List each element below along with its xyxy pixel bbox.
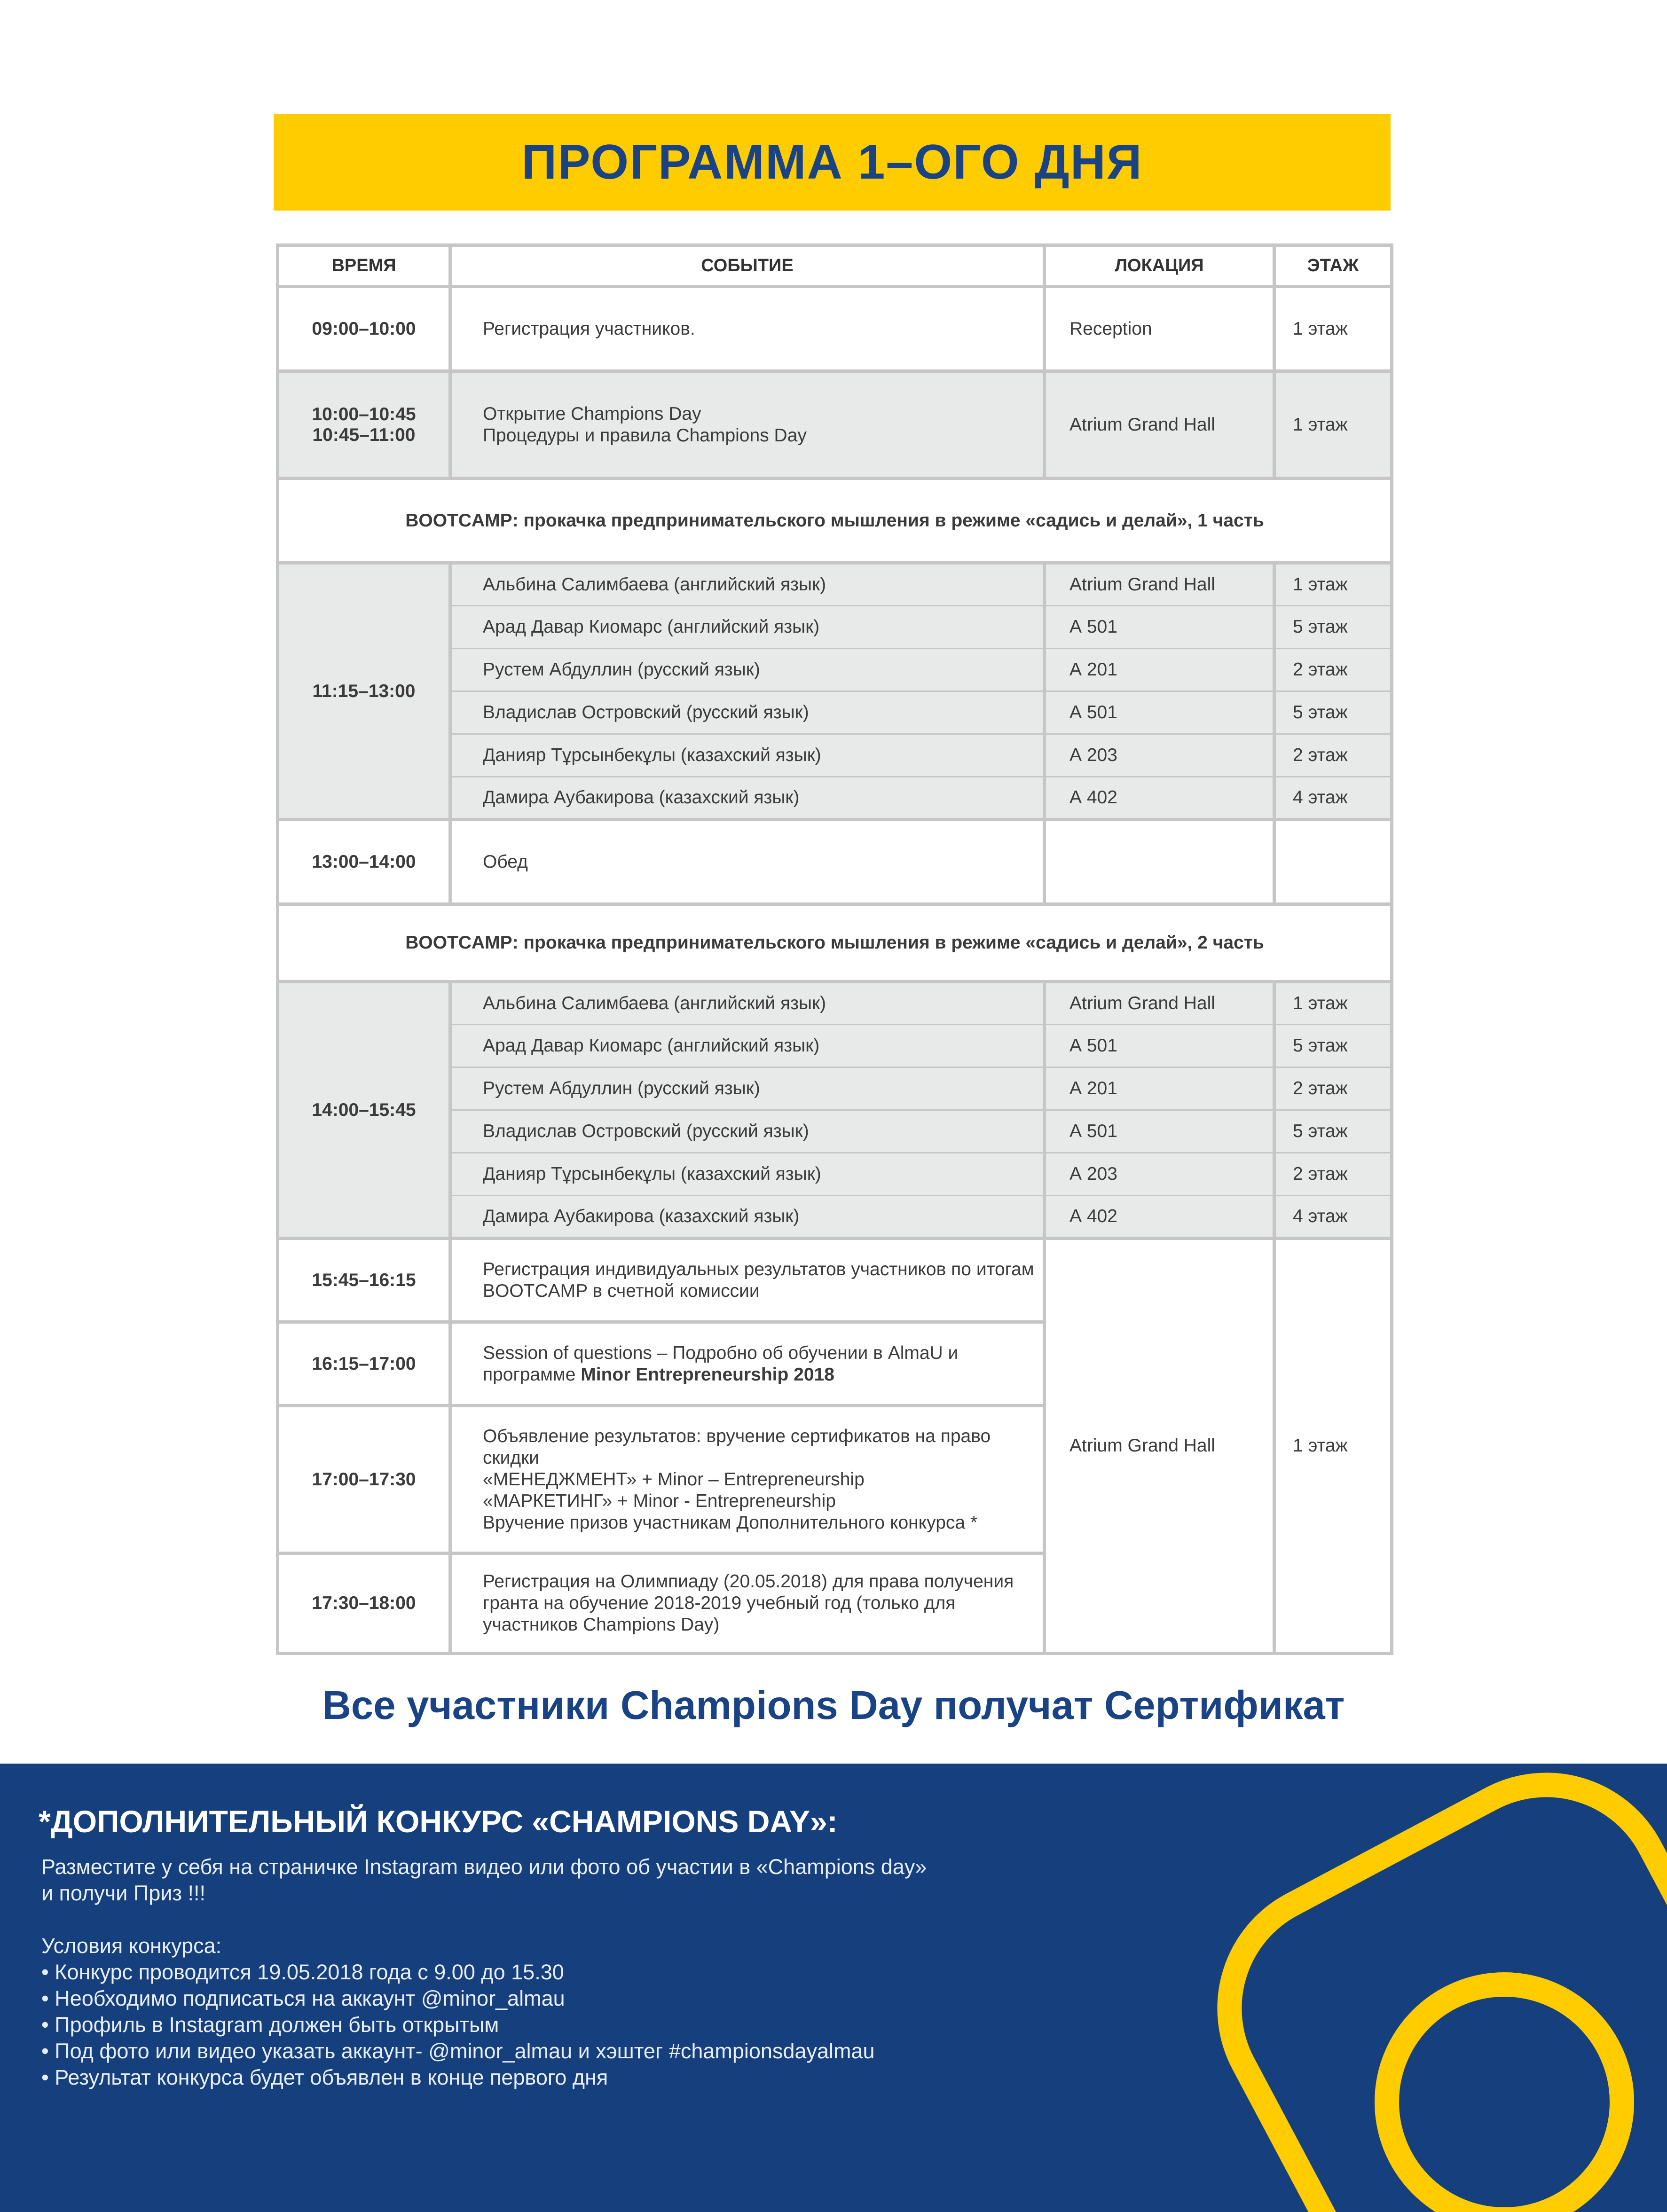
location-cell: А 201 (1045, 1067, 1274, 1110)
time-cell: 14:00–15:45 (278, 982, 450, 1239)
event-cell (450, 1406, 1045, 1553)
table-row (278, 820, 1392, 904)
location-cell: А 402 (1045, 777, 1274, 820)
table-row (278, 287, 1392, 371)
time-cell: 17:00–17:30 (278, 1406, 450, 1553)
event-text: Session of questions – Подробно об обучении в AlmaU и (483, 1342, 959, 1363)
bootcamp-row (278, 478, 1392, 563)
floor-cell: 5 этаж (1274, 1110, 1392, 1153)
table-row (278, 982, 1392, 1025)
floor-cell: 2 этаж (1274, 649, 1392, 691)
location-cell: А 402 (1045, 1196, 1274, 1239)
location-cell (1045, 820, 1274, 904)
event-cell (450, 1239, 1045, 1322)
location-cell: А 501 (1045, 691, 1274, 734)
floor-cell (1274, 820, 1392, 904)
event-cell: Арад Давар Киомарс (английский язык) (450, 1025, 1045, 1067)
table-row (278, 563, 1392, 606)
event-cell: Владислав Островский (русский язык) (450, 691, 1045, 734)
time-cell: 11:15–13:00 (278, 563, 450, 820)
location-cell: А 501 (1045, 606, 1274, 649)
event-text: «МАРКЕТИНГ» + Minor - Entrepreneurship (483, 1490, 836, 1511)
schedule-table (276, 243, 1393, 1655)
column-header-event: СОБЫТИЕ (450, 245, 1045, 287)
event-cell (450, 371, 1045, 478)
event-cell (450, 1322, 1045, 1406)
event-cell: Рустем Абдуллин (русский язык) (450, 649, 1045, 691)
location-cell: А 501 (1045, 1025, 1274, 1067)
floor-cell: 5 этаж (1274, 691, 1392, 734)
floor-cell: 1 этаж (1274, 1239, 1392, 1654)
location-cell: Atrium Grand Hall (1045, 563, 1274, 606)
event-cell: Дамира Аубакирова (казахский язык) (450, 777, 1045, 820)
event-cell: Рустем Абдуллин (русский язык) (450, 1067, 1045, 1110)
location-cell: Atrium Grand Hall (1045, 1239, 1274, 1654)
column-header-time: ВРЕМЯ (278, 245, 450, 287)
event-text (483, 1364, 1043, 1386)
floor-cell: 1 этаж (1274, 287, 1392, 371)
event-text: «МЕНЕДЖМЕНТ» + Minor – Entrepreneurship (483, 1469, 865, 1490)
event-text: Регистрация на Олимпиаду (20.05.2018) для права получения (483, 1571, 1014, 1592)
bootcamp-title: BOOTCAMP: прокачка предпринимательского мышления в режиме «садись и делай», 2 часть (278, 904, 1392, 982)
schedule-table-wrapper (276, 243, 1390, 1655)
event-cell: Владислав Островский (русский язык) (450, 1110, 1045, 1153)
location-cell: А 201 (1045, 649, 1274, 691)
program-header-band (274, 114, 1391, 211)
table-row (278, 1239, 1392, 1322)
event-text: Процедуры и правила Champions Day (483, 425, 807, 446)
floor-cell: 4 этаж (1274, 777, 1392, 820)
floor-cell: 1 этаж (1274, 982, 1392, 1025)
event-cell: Обед (450, 820, 1045, 904)
program-name: Minor Entrepreneurship 2018 (581, 1364, 834, 1385)
event-text: Регистрация индивидуальных результатов участников по итогам (483, 1259, 1034, 1279)
location-cell: Reception (1045, 287, 1274, 371)
event-text: гранта на обучение 2018-2019 учебный год (только для (483, 1593, 956, 1613)
contest-banner (0, 1764, 1667, 2212)
certificate-announcement: Все участники Champions Day получат Сертификат (322, 1683, 1345, 1728)
time-cell (278, 371, 450, 478)
event-text: участников Champions Day) (483, 1615, 720, 1635)
event-text: Открытие Champions Day (483, 403, 701, 424)
floor-cell: 1 этаж (1274, 371, 1392, 478)
floor-cell: 2 этаж (1274, 1067, 1392, 1110)
event-text: BOOTCAMP в счетной комиссии (483, 1280, 760, 1301)
table-row (278, 371, 1392, 478)
event-text: скидки (483, 1447, 539, 1468)
event-cell: Альбина Салимбаева (английский язык) (450, 563, 1045, 606)
event-text-prefix: программе (483, 1364, 581, 1385)
time-cell: 09:00–10:00 (278, 287, 450, 371)
event-cell: Альбина Салимбаева (английский язык) (450, 982, 1045, 1025)
instagram-camera-icon (1203, 1764, 1667, 2212)
location-cell: Atrium Grand Hall (1045, 982, 1274, 1025)
event-cell: Регистрация участников. (450, 287, 1045, 371)
column-header-floor: ЭТАЖ (1274, 245, 1392, 287)
floor-cell: 2 этаж (1274, 1153, 1392, 1196)
bootcamp-row (278, 904, 1392, 982)
contest-title: *ДОПОЛНИТЕЛЬНЫЙ КОНКУРС «CHAMPIONS DAY»: (39, 1804, 838, 1839)
bootcamp-title: BOOTCAMP: прокачка предпринимательского мышления в режиме «садись и делай», 1 часть (278, 478, 1392, 563)
program-title: ПРОГРАММА 1–ОГО ДНЯ (521, 135, 1143, 189)
contest-description: Разместите у себя на страничке Instagram видео или фото об участии в «Champions day» и получи Приз !!! Условия конкурса: • Конкурс проводится 19.05.2018 года с 9.00 до 15.30 • Необходимо подписаться на аккаунт @minor_almau • Профиль в Instagram должен быть открытым • Под фото или видео указать аккаунт- @minor_almau и хэштег #championsdayalmau • Результат конкурса будет объявлен в конце первого дня (41, 1855, 927, 2089)
event-text: Вручение призов участникам Дополнительного конкурса * (483, 1512, 978, 1533)
location-cell: А 203 (1045, 734, 1274, 777)
table-header-row (278, 245, 1392, 287)
time-cell: 16:15–17:00 (278, 1322, 450, 1406)
location-cell: А 501 (1045, 1110, 1274, 1153)
event-cell: Данияр Тұрсынбекұлы (казахский язык) (450, 1153, 1045, 1196)
time-cell: 15:45–16:15 (278, 1239, 450, 1322)
floor-cell: 5 этаж (1274, 606, 1392, 649)
event-cell: Арад Давар Киомарс (английский язык) (450, 606, 1045, 649)
event-cell (450, 1553, 1045, 1654)
location-cell: Atrium Grand Hall (1045, 371, 1274, 478)
time-text: 10:00–10:45 (312, 404, 416, 424)
floor-cell: 1 этаж (1274, 563, 1392, 606)
floor-cell: 5 этаж (1274, 1025, 1392, 1067)
event-cell: Дамира Аубакирова (казахский язык) (450, 1196, 1045, 1239)
floor-cell: 2 этаж (1274, 734, 1392, 777)
time-cell: 17:30–18:00 (278, 1553, 450, 1654)
column-header-location: ЛОКАЦИЯ (1045, 245, 1274, 287)
time-cell: 13:00–14:00 (278, 820, 450, 904)
time-text: 10:45–11:00 (312, 424, 416, 445)
floor-cell: 4 этаж (1274, 1196, 1392, 1239)
location-cell: А 203 (1045, 1153, 1274, 1196)
event-cell: Данияр Тұрсынбекұлы (казахский язык) (450, 734, 1045, 777)
event-text: Объявление результатов: вручение сертификатов на право (483, 1426, 991, 1446)
